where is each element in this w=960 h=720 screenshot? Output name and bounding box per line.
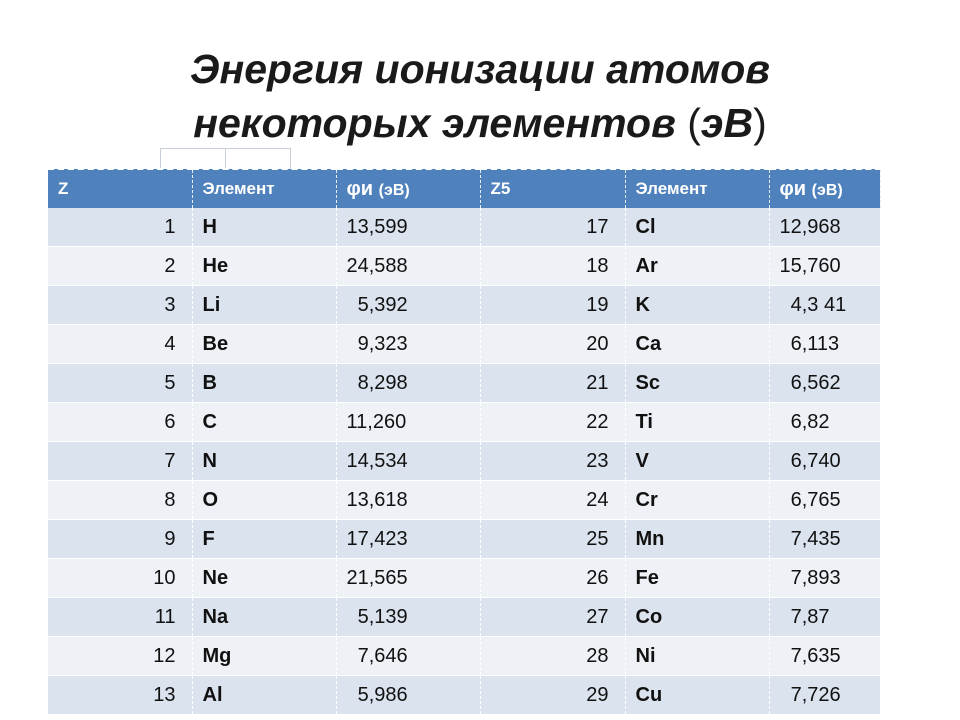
cell-element-left: F	[192, 520, 336, 559]
cell-element-right: Fe	[625, 559, 769, 598]
cell-z-left: 13	[48, 676, 192, 715]
cell-z-left: 10	[48, 559, 192, 598]
table-row	[48, 286, 880, 325]
table-row	[48, 247, 880, 286]
cell-ionization-right: 7,726	[769, 676, 880, 715]
cell-element-right: K	[625, 286, 769, 325]
cell-element-left: Mg	[192, 637, 336, 676]
cell-ionization-left: 5,392	[336, 286, 480, 325]
cell-z-left: 6	[48, 403, 192, 442]
table-row	[48, 403, 880, 442]
cell-ionization-right: 12,968	[769, 208, 880, 247]
cell-element-left: Be	[192, 325, 336, 364]
cell-element-right: Sc	[625, 364, 769, 403]
cell-z-right: 20	[480, 325, 625, 364]
cell-element-left: O	[192, 481, 336, 520]
cell-ionization-left: 17,423	[336, 520, 480, 559]
header-phi-right	[769, 169, 880, 208]
cell-ionization-right: 6,113	[769, 325, 880, 364]
cell-ionization-left: 21,565	[336, 559, 480, 598]
cell-ionization-right: 7,87	[769, 598, 880, 637]
header-phi-left	[336, 169, 480, 208]
table-row	[48, 442, 880, 481]
cell-ionization-left: 24,588	[336, 247, 480, 286]
cell-z-left: 5	[48, 364, 192, 403]
cell-ionization-left: 11,260	[336, 403, 480, 442]
header-z-right: Z5	[480, 169, 625, 208]
table-row	[48, 637, 880, 676]
title-unit: эВ	[700, 100, 754, 146]
cell-element-left: H	[192, 208, 336, 247]
header-phi-right-unit: (эВ)	[811, 181, 843, 199]
cell-element-left: B	[192, 364, 336, 403]
cell-ionization-right: 6,740	[769, 442, 880, 481]
header-phi-left-symbol: φи	[346, 177, 374, 200]
cell-element-left: C	[192, 403, 336, 442]
cell-element-right: Ti	[625, 403, 769, 442]
cell-z-right: 19	[480, 286, 625, 325]
cell-ionization-left: 8,298	[336, 364, 480, 403]
cell-element-left: Na	[192, 598, 336, 637]
table-row	[48, 676, 880, 715]
cell-z-right: 24	[480, 481, 625, 520]
cell-element-right: Cl	[625, 208, 769, 247]
cell-ionization-left: 13,599	[336, 208, 480, 247]
header-element-right: Элемент	[625, 169, 769, 208]
cell-ionization-right: 7,435	[769, 520, 880, 559]
table-row	[48, 208, 880, 247]
cell-element-left: He	[192, 247, 336, 286]
cell-ionization-right: 7,893	[769, 559, 880, 598]
cell-ionization-left: 7,646	[336, 637, 480, 676]
ionization-table	[48, 168, 881, 715]
cell-element-left: Ne	[192, 559, 336, 598]
cell-z-left: 4	[48, 325, 192, 364]
cell-z-left: 9	[48, 520, 192, 559]
cell-z-left: 3	[48, 286, 192, 325]
cell-z-left: 12	[48, 637, 192, 676]
cell-ionization-left: 14,534	[336, 442, 480, 481]
cell-ionization-right: 6,562	[769, 364, 880, 403]
cell-z-right: 18	[480, 247, 625, 286]
header-phi-left-unit: (эВ)	[378, 181, 410, 199]
cell-element-right: Ar	[625, 247, 769, 286]
header-phi-right-symbol: φи	[779, 177, 807, 200]
table-row	[48, 559, 880, 598]
cell-z-right: 25	[480, 520, 625, 559]
cell-element-right: Cu	[625, 676, 769, 715]
cell-element-right: Ca	[625, 325, 769, 364]
cell-element-right: Cr	[625, 481, 769, 520]
header-z-left: Z	[48, 169, 192, 208]
cell-z-left: 8	[48, 481, 192, 520]
cell-element-left: Li	[192, 286, 336, 325]
title-line-1: Энергия ионизации атомов	[189, 46, 771, 92]
cell-z-right: 29	[480, 676, 625, 715]
cell-element-right: Co	[625, 598, 769, 637]
cell-z-right: 26	[480, 559, 625, 598]
table-row	[48, 325, 880, 364]
cell-z-right: 17	[480, 208, 625, 247]
cell-z-right: 22	[480, 403, 625, 442]
cell-ionization-left: 13,618	[336, 481, 480, 520]
table-row	[48, 598, 880, 637]
title-paren-open: (	[687, 100, 701, 146]
title-line-2	[0, 96, 960, 150]
cell-z-left: 2	[48, 247, 192, 286]
cell-ionization-left: 5,986	[336, 676, 480, 715]
cell-z-right: 28	[480, 637, 625, 676]
cell-ionization-right: 6,82	[769, 403, 880, 442]
table-header-row	[48, 169, 880, 208]
title-line-2-main: некоторых элементов	[193, 100, 688, 146]
cell-ionization-right: 4,3 41	[769, 286, 880, 325]
cell-z-left: 11	[48, 598, 192, 637]
cell-z-right: 27	[480, 598, 625, 637]
cell-z-right: 21	[480, 364, 625, 403]
cell-element-left: Al	[192, 676, 336, 715]
cell-element-right: Mn	[625, 520, 769, 559]
cell-ionization-right: 6,765	[769, 481, 880, 520]
cell-element-right: Ni	[625, 637, 769, 676]
cell-element-right: V	[625, 442, 769, 481]
cell-ionization-right: 7,635	[769, 637, 880, 676]
table-row	[48, 520, 880, 559]
cell-ionization-left: 5,139	[336, 598, 480, 637]
table-row	[48, 481, 880, 520]
slide-title	[0, 42, 960, 150]
cell-z-left: 7	[48, 442, 192, 481]
cell-z-left: 1	[48, 208, 192, 247]
cell-element-left: N	[192, 442, 336, 481]
cell-ionization-left: 9,323	[336, 325, 480, 364]
header-element-left: Элемент	[192, 169, 336, 208]
table-row	[48, 364, 880, 403]
cell-ionization-right: 15,760	[769, 247, 880, 286]
cell-z-right: 23	[480, 442, 625, 481]
title-paren-close: )	[753, 100, 767, 146]
